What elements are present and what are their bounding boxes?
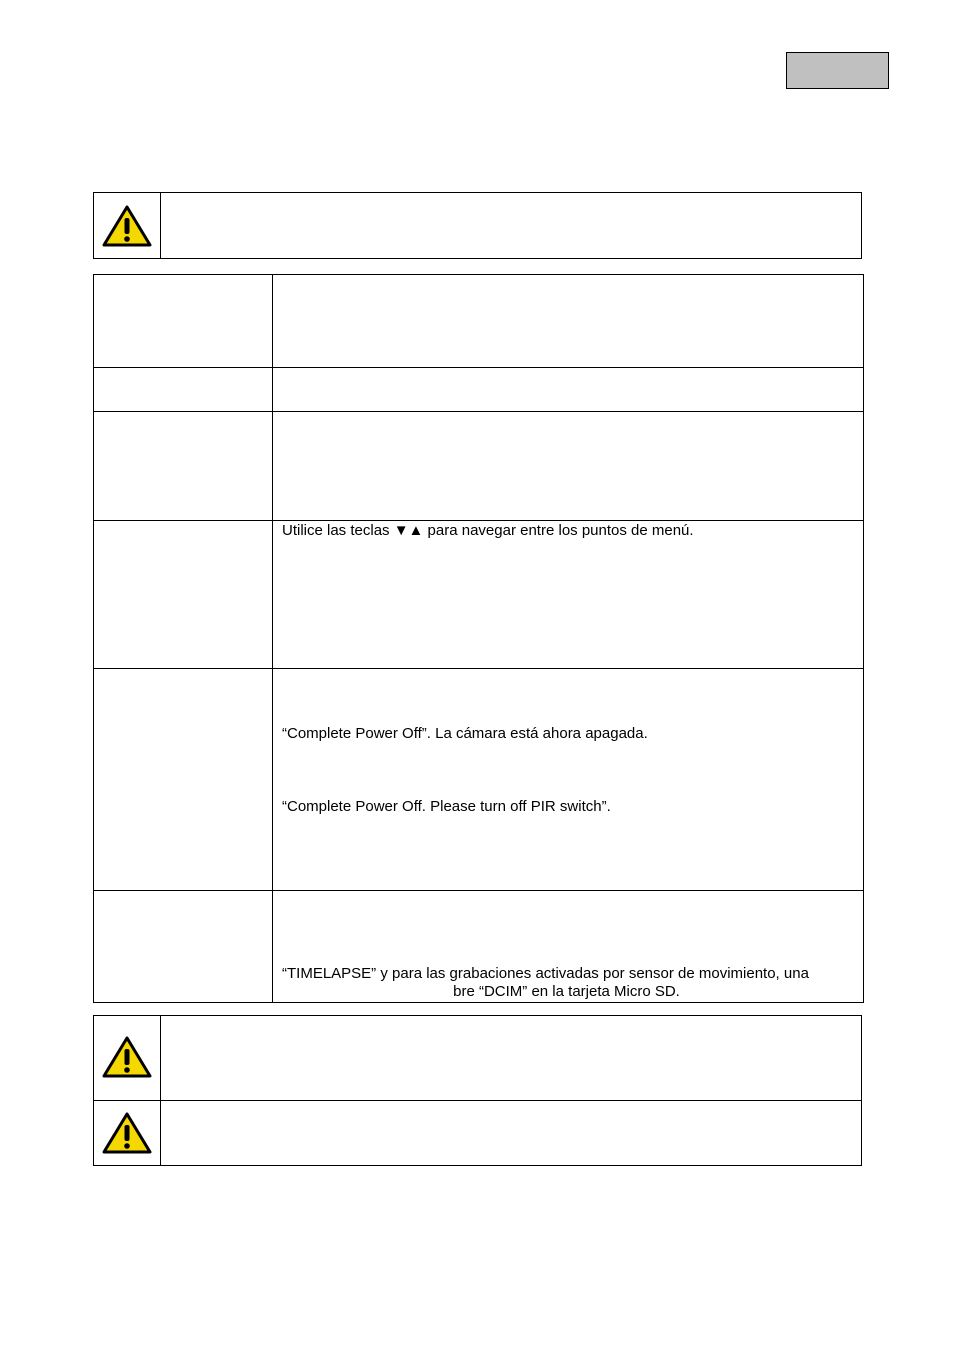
row-desc-cell	[273, 275, 864, 368]
warning-box-bottom	[93, 1015, 862, 1166]
row-label-cell	[94, 412, 273, 521]
table-row	[94, 891, 864, 1003]
storage-text-line1: “TIMELAPSE” y para las grabaciones activadas por sensor de movimiento, una	[282, 965, 809, 982]
warning-icon	[102, 1112, 152, 1154]
storage-text-line2: bre “DCIM” en la tarjeta Micro SD.	[453, 983, 680, 1000]
table-row	[94, 669, 864, 891]
table-row	[94, 368, 864, 412]
row-label-cell	[94, 669, 273, 891]
power-off-text: “Complete Power Off”. La cámara está ahora apagada.	[282, 725, 648, 742]
settings-table	[93, 274, 864, 1003]
warning-divider	[94, 1100, 861, 1101]
row-label-cell	[94, 891, 273, 1003]
table-row	[94, 521, 864, 669]
row-desc-cell	[273, 669, 864, 891]
row-label-cell	[94, 521, 273, 669]
row-label-cell	[94, 368, 273, 412]
warning-icon-cell	[94, 1016, 161, 1165]
table-row	[94, 275, 864, 368]
warning-icon	[102, 205, 152, 247]
table-row	[94, 412, 864, 521]
language-tab	[786, 52, 889, 89]
warning-icon-cell	[94, 193, 161, 258]
row-desc-cell	[273, 891, 864, 1003]
warning-icon	[102, 1036, 152, 1078]
row-desc-cell	[273, 368, 864, 412]
power-off-pir-text: “Complete Power Off. Please turn off PIR switch”.	[282, 798, 611, 815]
row-label-cell	[94, 275, 273, 368]
menu-nav-text: Utilice las teclas ▼▲ para navegar entre los puntos de menú.	[282, 522, 694, 539]
row-desc-cell	[273, 412, 864, 521]
row-desc-cell	[273, 521, 864, 669]
warning-box-top	[93, 192, 862, 259]
